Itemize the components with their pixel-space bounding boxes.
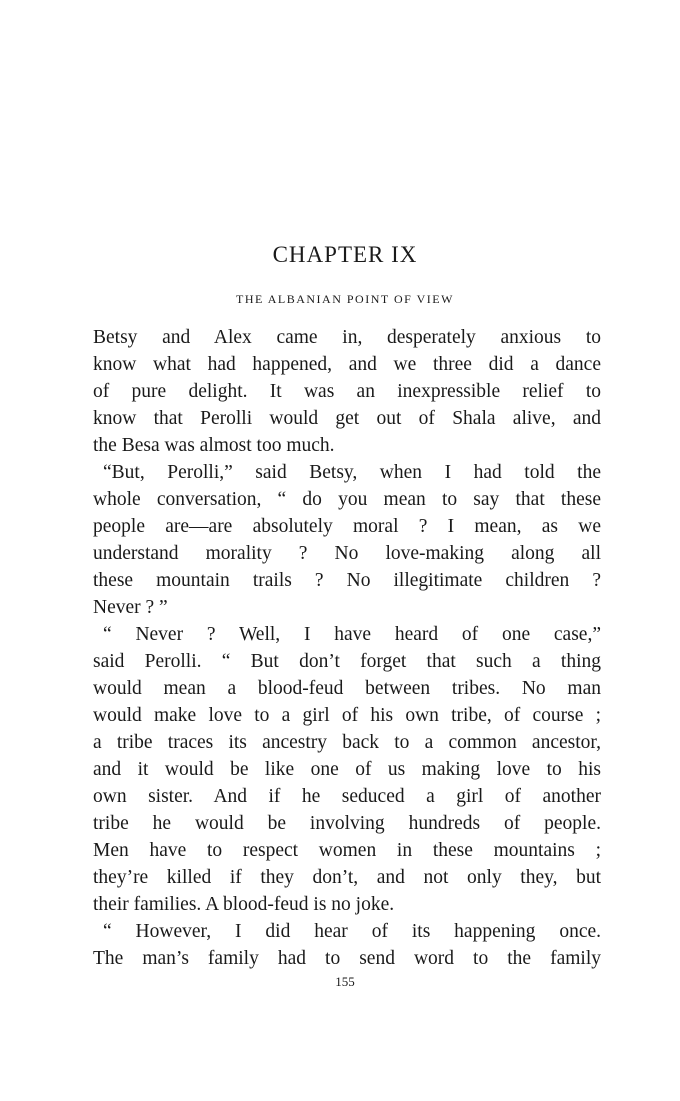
text-line: Never ? ”: [93, 597, 168, 618]
text-line: tribe he would be involving hundreds of people.: [93, 813, 601, 834]
text-line: people are—are absolutely moral ? I mean, as we: [93, 516, 601, 537]
text-line: a tribe traces its ancestry back to a common ancestor,: [93, 732, 601, 753]
text-line: understand morality ? No love-making along all: [93, 543, 601, 564]
text-line: would make love to a girl of his own tribe, of course ;: [93, 705, 601, 726]
text-line: the Besa was almost too much.: [93, 435, 335, 456]
text-line: they’re killed if they don’t, and not only they, but: [93, 867, 601, 888]
text-line: “ Never ? Well, I have heard of one case,”: [103, 624, 601, 645]
text-line: their families. A blood-feud is no joke.: [93, 894, 395, 915]
text-line: Men have to respect women in these mountains ;: [93, 840, 601, 861]
text-line: whole conversation, “ do you mean to say that these: [93, 489, 601, 510]
text-line: know what had happened, and we three did a dance: [93, 354, 601, 375]
text-line: would mean a blood-feud between tribes. No man: [93, 678, 601, 699]
text-line: these mountain trails ? No illegitimate children ?: [93, 570, 601, 591]
body-text: [93, 324, 601, 972]
text-line: “ However, I did hear of its happening once.: [103, 921, 601, 942]
text-line: know that Perolli would get out of Shala alive, and: [93, 408, 601, 429]
text-line: “But, Perolli,” said Betsy, when I had told the: [103, 462, 601, 483]
text-line: said Perolli. “ But don’t forget that such a thing: [93, 651, 601, 672]
text-line: of pure delight. It was an inexpressible relief to: [93, 381, 601, 402]
chapter-subtitle: THE ALBANIAN POINT OF VIEW: [236, 292, 454, 306]
text-line: own sister. And if he seduced a girl of another: [93, 786, 601, 807]
text-line: and it would be like one of us making love to his: [93, 759, 601, 780]
chapter-title: CHAPTER IX: [272, 242, 418, 267]
text-line: The man’s family had to send word to the family: [93, 948, 601, 969]
page-number: 155: [335, 974, 355, 989]
text-line: Betsy and Alex came in, desperately anxious to: [93, 327, 601, 348]
